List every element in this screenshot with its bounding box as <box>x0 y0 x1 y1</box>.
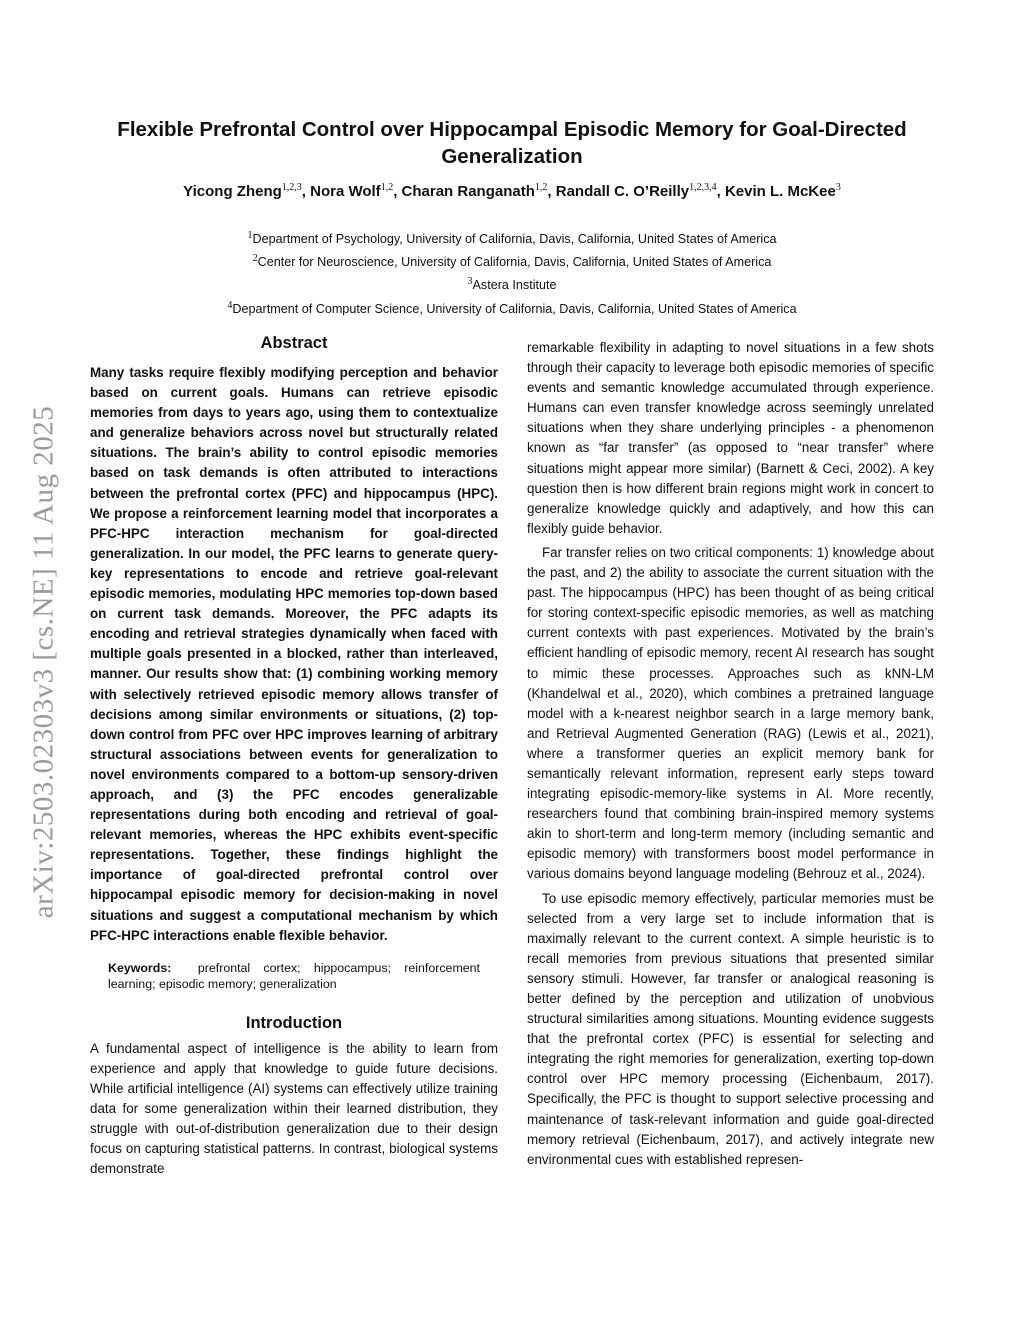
paper-title: Flexible Prefrontal Control over Hippocampal Episodic Memory for Goal-Directed Generalization <box>117 118 907 168</box>
body-paragraph: Far transfer relies on two critical components: 1) knowledge about the past, and 2) the ability to associate the current situation with the past. The hippocampus (HPC) has been thought of as being critical for storing context-specific episodic memories, as well as matching current contexts with past experiences. Motivated by the brain’s efficient handling of episodic memory, recent AI research has sought to mimic these processes. Approaches such as kNN-LM (Khandelwal et al., 2020), which combines a pretrained language model with a k-nearest neighbor search in a large memory bank, and Retrieval Augmented Generation (RAG) (Lewis et al., 2021), where a transformer queries an explicit memory bank for semantically relevant information, represent early steps toward integrating episodic-memory-like systems in AI. More recently, researchers found that combining brain-inspired memory systems akin to short-term and long-term memory (including semantic and episodic memory) with transformers boost model performance in various domains beyond language modeling (Behrouz et al., 2024). <box>527 544 934 882</box>
author-affil-marker: 1,2,3,4 <box>689 182 717 193</box>
affiliation <box>80 272 944 295</box>
keywords-text: prefrontal cortex; hippocampus; reinforcement learning; episodic memory; generalization <box>108 960 480 991</box>
affiliation-marker: 3 <box>467 276 473 288</box>
author-name: Randall C. O’Reilly <box>555 183 690 200</box>
affiliation-list <box>80 226 944 319</box>
affiliation-marker: 1 <box>247 230 253 241</box>
affiliation-text: Department of Psychology, University of California, Davis, California, United States of America <box>252 232 777 247</box>
right-column <box>527 338 934 1170</box>
author-affil-marker: 1,2 <box>534 182 548 193</box>
introduction-heading: Introduction <box>245 1013 343 1032</box>
affiliation <box>80 226 944 249</box>
affiliation <box>80 296 944 319</box>
author-affil-marker: 1,2 <box>380 182 394 193</box>
affiliation-marker: 4 <box>227 299 233 311</box>
affiliation <box>80 249 944 272</box>
keywords-label: Keywords: <box>108 960 172 975</box>
affiliation-marker: 2 <box>252 253 258 265</box>
author-name: Nora Wolf <box>310 183 381 200</box>
affiliation-text: Center for Neuroscience, University of California, Davis, California, United States of America <box>257 255 772 270</box>
body-paragraph: To use episodic memory effectively, particular memories must be selected from a very large set to include information that is maximally relevant to the current context. A simple heuristic is to recall memories from previous situations that presented similar sensory stimuli. However, far transfer or analogical reasoning is better defined by the perception and utilization of unobvious structural similarities among situations. Mounting evidence suggests that the prefrontal cortex (PFC) is essential for selecting and integrating the right memories for generalization, exerting top-down control over HPC memory processing (Eichenbaum, 2017). Specifically, the PFC is thought to support selective processing and maintenance of task-relevant information and guide goal-directed memory retrieval (Eichenbaum, 2017), and actively integrate new environmental cues with established represen- <box>527 890 934 1167</box>
author-name: Yicong Zheng <box>183 183 282 200</box>
arxiv-identifier: arXiv:2503.02303v3 [cs.NE] 11 Aug 2025 <box>27 405 60 919</box>
affiliation-text: Astera Institute <box>472 278 557 293</box>
keywords <box>90 960 498 992</box>
abstract-text: Many tasks require flexibly modifying perception and behavior based on current goals. Humans can retrieve episodic memories from days to years ago, using them to contextualize and generalize behaviors across novel but structurally related situations. The brain’s ability to control episodic memories based on task demands is often attributed to interactions between the prefrontal cortex (PFC) and hippocampus (HPC). We propose a reinforcement learning model that incorporates a PFC-HPC interaction mechanism for goal-directed generalization. In our model, the PFC learns to generate query-key representations to encode and retrieve goal-relevant episodic memories, modulating HPC memories top-down based on current task demands. Moreover, the PFC adapts its encoding and retrieval strategies dynamically when faced with multiple goals presented in a blocked, rather than interleaved, manner. Our results show that: (1) combining working memory with selectively retrieved episodic memory allows transfer of decisions among similar environments or situations, (2) top-down control from PFC over HPC improves learning of arbitrary structural associations between events for generalization to novel environments compared to a bottom-up sensory-driven approach, and (3) the PFC encodes generalizable representations during both encoding and retrieval of goal-relevant memories, whereas the HPC exhibits event-specific representations. Together, these findings highlight the importance of goal-directed prefrontal control over hippocampal episodic memory for decision-making in novel situations and suggest a computational mechanism by which PFC-HPC interactions enable flexible behavior. <box>90 365 498 943</box>
body-paragraph: remarkable flexibility in adapting to novel situations in a few shots through their capacity to leverage both episodic memories of specific events and semantic knowledge accumulated through experience. Humans can even transfer knowledge across seemingly unrelated situations when they share underlying principles - a phenomenon known as “far transfer” (as opposed to “near transfer” where situations might appear more similar) (Barnett & Ceci, 2002). A key question then is how different brain regions might work in concert to generalize knowledge quickly and adaptively, and how this can flexibly guide behavior. <box>527 340 934 536</box>
left-column <box>90 334 498 1179</box>
author-list: Yicong Zheng$^{1,2,3}$, Nora Wolf$^{1,2}$, Charan Ranganath$^{1,2}$, Randall C. O’Reilly$^{1,2,3,4}$, Kevin L. McKee$^3$ <box>183 182 841 200</box>
introduction-paragraph: A fundamental aspect of intelligence is the ability to learn from experience and apply that knowledge to guide future decisions. While artificial intelligence (AI) systems can effectively utilize training data for some generalization within their learned distribution, they struggle with out-of-distribution generalization due to their design focus on capturing statistical patterns. In contrast, biological systems demonstrate <box>90 1040 498 1177</box>
affiliation-text: Department of Computer Science, University of California, Davis, California, United States of America <box>232 301 797 316</box>
abstract-heading: Abstract <box>260 334 328 352</box>
author-name: Kevin L. McKee <box>724 183 836 200</box>
author-affil-marker: 3 <box>835 182 841 193</box>
author-name: Charan Ranganath <box>401 183 535 200</box>
author-affil-marker: 1,2,3 <box>281 182 302 193</box>
